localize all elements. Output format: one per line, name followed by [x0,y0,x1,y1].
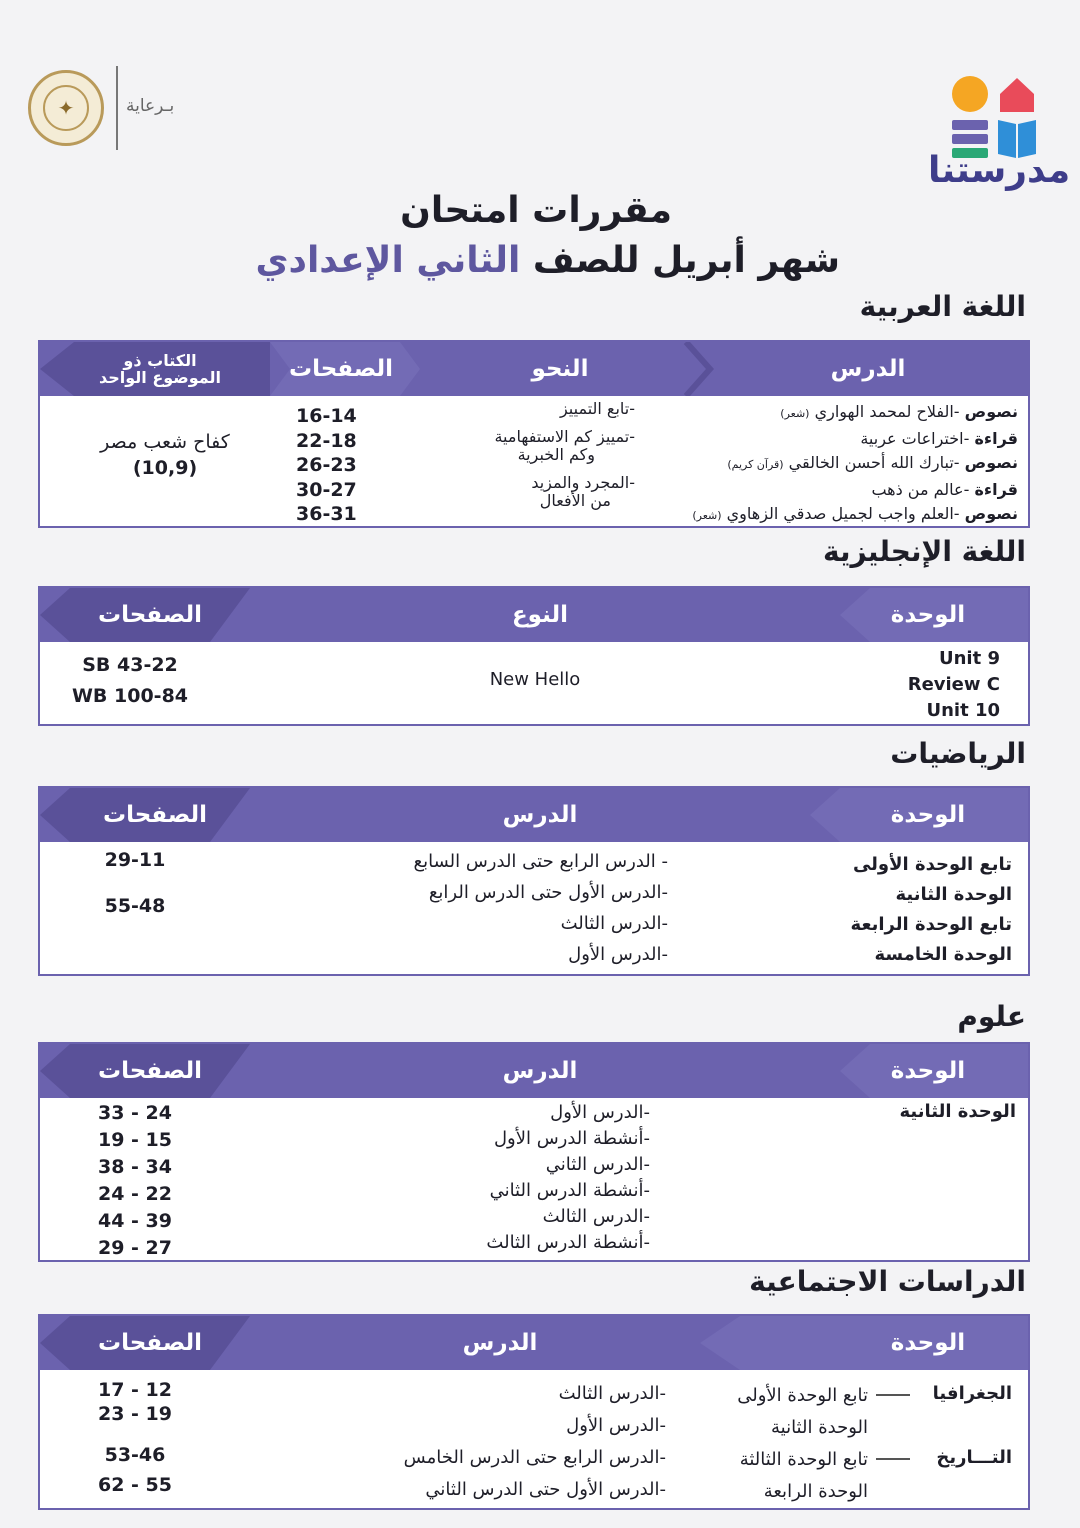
arabic-book [80,430,250,481]
subtitle-part-a: شهر أبريل للصف [532,240,840,281]
list-item: تابع الوحدة الرابعة [850,914,1012,935]
col-grammar: النحو [531,356,589,382]
page-range: 23 - 19 [98,1403,172,1425]
english-pages [60,650,200,712]
list-item: -الدرس الثالث [560,913,668,934]
col-lesson: الدرس [502,1058,578,1084]
english-table-header [40,588,1028,642]
list-item: الوحدة الثانية [770,1417,868,1438]
page-range: 17 - 12 [98,1379,172,1401]
page-range: 16-14 [296,405,357,427]
list-item: -الدرس الأول حتى الدرس الثاني [425,1479,666,1500]
english-units [908,646,1000,724]
list-item: -تابع التمييز [559,399,635,418]
col-book-line1: الكتاب ذو [123,351,197,370]
list-item: الوحدة الثانية [895,884,1012,905]
social-section-title: الدراسات الاجتماعية [749,1265,1026,1298]
subtitle-grade: الثاني الإعدادي [255,240,521,281]
math-pages [80,848,190,919]
page-range: 36-31 [296,503,357,525]
science-table [38,1042,1030,1262]
header-chevron [676,342,716,396]
arabic-table-header [40,342,1028,396]
science-pages [80,1100,190,1262]
math-lessons [348,846,668,970]
arabic-section-title: اللغة العربية [859,290,1026,323]
col-unit: الوحدة [890,1058,966,1084]
book-pages: (10,9) [132,456,198,479]
page-range: 26-23 [296,454,357,476]
list-item: -الدرس الأول حتى الدرس الرابع [428,882,668,903]
science-table-header [40,1044,1028,1098]
list-item: -الدرس الأول [566,1415,666,1436]
list-item [598,451,1018,478]
lesson-note: (شعر) [780,407,810,420]
lesson-text: -تبارك الله أحسن الخالقي [788,453,960,472]
lesson-type: نصوص [964,402,1018,421]
arabic-table [38,340,1030,528]
lesson-text: -العلم واجب لجميل صدقي الزهاوي [726,504,960,523]
connector-line [876,1458,910,1460]
list-item: Unit 10 [926,700,1000,721]
list-item [598,427,1018,452]
lesson-text: -الفلاح لمحمد الهواري [814,402,960,421]
math-table [38,786,1030,976]
list-item [598,478,1018,503]
page-range: 33 - 24 [98,1102,172,1124]
col-pages: الصفحات [102,802,208,828]
page-range: SB 43-22 [82,654,178,676]
sponsor-label: بـرعاية [126,96,175,116]
col-pages: الصفحات [97,602,203,628]
divider [116,66,118,150]
col-unit: الوحدة [890,802,966,828]
list-item: -الدرس الثالث [558,1383,666,1404]
list-item: -الدرس الرابع حتى الدرس الخامس [403,1447,666,1468]
list-item: تابع الوحدة الثالثة [739,1449,868,1470]
social-units [688,1380,868,1508]
list-item: Unit 9 [939,648,1000,669]
page-range: 30-27 [296,478,357,501]
page-range: WB 100-84 [71,685,189,707]
lesson-type: قراءة [974,428,1018,448]
page-range: 53-46 [104,1444,166,1466]
list-item: الوحدة الرابعة [763,1481,868,1502]
col-lesson: الدرس [830,356,906,382]
page-range: 19 - 15 [98,1129,172,1151]
arabic-lessons [598,400,1018,529]
page-range: 38 - 34 [98,1156,172,1178]
list-item: -الدرس الثالث [542,1206,650,1227]
col-pages: الصفحات [97,1330,203,1356]
math-section-title: الرياضيات [890,737,1026,770]
col-pages: الصفحات [97,1058,203,1084]
list-item: -أنشطة الدرس الثالث [486,1232,650,1253]
list-item: -الدرس الأول [550,1102,650,1123]
list-item: من الأفعال [539,491,611,510]
list-item: تابع الوحدة الأولى [852,854,1012,875]
list-item: -تمييز كم الاستفهامية [494,427,635,446]
page-range: 55-48 [104,894,166,917]
branch-history: التـــاريخ [936,1447,1012,1468]
list-item: -أنشطة الدرس الثاني [489,1180,650,1201]
col-unit: الوحدة [890,1330,966,1356]
list-item: -الدرس الثاني [545,1154,650,1175]
arabic-grammar [425,400,635,510]
lesson-type: قراءة [974,479,1018,499]
social-pages [80,1378,190,1500]
list-item: -الدرس الأول [568,944,668,965]
science-lessons [390,1100,650,1256]
lesson-note: (شعر) [692,509,722,522]
page-title: مقررات امتحان [400,190,672,231]
lesson-text: -اختراعات عربية [860,428,970,448]
page-subtitle [255,240,840,281]
list-item: وكم الخبرية [517,445,595,464]
col-lesson: الدرس [462,1330,538,1356]
page-range: 44 - 39 [98,1210,172,1232]
connector-line [876,1394,910,1396]
branch-geography: الجغرافيا [932,1383,1012,1404]
social-table [38,1314,1030,1510]
english-type: New Hello [489,669,581,690]
math-units [792,850,1012,970]
logo-text: مدرستنا [928,150,1071,191]
list-item [598,502,1018,529]
english-section-title: اللغة الإنجليزية [823,535,1026,568]
social-table-header [40,1316,1028,1370]
lesson-text: -عالم من ذهب [871,479,970,499]
ministry-seal [28,70,104,146]
lesson-type: نصوص [964,453,1018,472]
page-range: 29-11 [104,849,166,871]
col-pages: الصفحات [288,356,394,382]
list-item: Review C [907,674,1000,695]
list-item: -المجرد والمزيد [531,473,635,492]
eagle-icon: ✦ [43,85,89,131]
page-range: 24 - 22 [98,1183,172,1205]
list-item: تابع الوحدة الأولى [737,1385,868,1406]
lesson-type: نصوص [964,504,1018,523]
page-range: 22-18 [296,429,357,452]
page-range: 62 - 55 [98,1474,172,1496]
book-title: كفاح شعب مصر [100,431,230,453]
english-table [38,586,1030,726]
math-table-header [40,788,1028,842]
list-item: الوحدة الخامسة [874,944,1012,965]
madrasetna-logo-icon [950,72,1040,162]
lesson-note: (قرآن كريم) [727,458,784,471]
col-unit: الوحدة [890,602,966,628]
list-item: -أنشطة الدرس الأول [493,1128,650,1149]
list-item [598,400,1018,427]
col-book-line2: الموضوع الواحد [98,368,222,387]
list-item: - الدرس الرابع حتى الدرس السابع [413,851,668,872]
science-unit: الوحدة الثانية [899,1101,1016,1122]
social-lessons [346,1378,666,1506]
page-range: 29 - 27 [98,1237,172,1259]
col-book [70,342,250,396]
col-lesson: الدرس [502,802,578,828]
col-type: النوع [511,602,569,628]
science-section-title: علوم [957,1000,1026,1033]
arabic-pages [296,404,376,527]
